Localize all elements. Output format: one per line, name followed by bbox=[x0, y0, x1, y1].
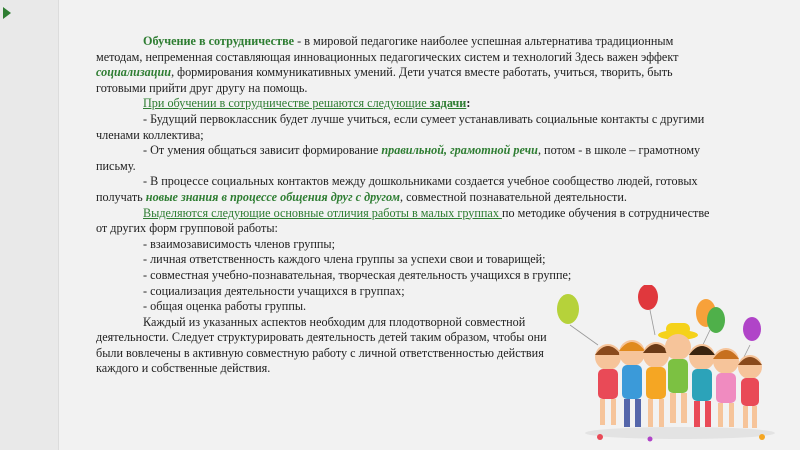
list-item: - общая оценка работы группы. bbox=[143, 299, 307, 314]
intro-term: Обучение в сотрудничестве bbox=[143, 34, 295, 48]
list-item: - социализация деятельности учащихся в группах; bbox=[143, 283, 405, 298]
intro-paragraph: Обучение в сотрудничестве - в мировой педагогике наиболее успешная альтернатива традиционным методам, непременная составляющая инновационных педагогических систем и технологий Здесь важен эффект социализации, формирования коммуникативных умений. Дети учатся вместе работать, учиться, творить, быть готовыми прийти друг другу на помощь. bbox=[96, 34, 679, 95]
slide-edge-strip bbox=[0, 0, 59, 450]
task-item: - В процессе социальных контактов между дошкольниками создается учебное сообщество людей, готовых получать новые знания в процессе общения друг с другом, совместной познавательной деятельности. bbox=[96, 174, 698, 204]
triangle-right-icon[interactable] bbox=[3, 7, 11, 19]
conclusion-paragraph: Каждый из указанных аспектов необходим для плодотворной совместной деятельности. Следует структурировать деятельность детей таким образом, чтобы они были вовлечены в активную совместную работу с личной ответственностью действия каждого и собственные действия. bbox=[96, 314, 547, 376]
socialization-term: социализации bbox=[96, 65, 172, 80]
list-item: - личная ответственность каждого члена группы за успехи свои и товарищей; bbox=[143, 252, 546, 267]
differences-heading: Выделяются следующие основные отличия работы в малых группах по методике обучения в сотрудничестве от других форм групповой работы: bbox=[96, 205, 710, 236]
list-item: - взаимозависимость членов группы; bbox=[143, 236, 335, 251]
tasks-heading: При обучении в сотрудничестве решаются следующие задачи: bbox=[143, 96, 471, 111]
task-item: - От умения общаться зависит формирование правильной, грамотной речи, потом - в школе – грамотному письму. bbox=[96, 143, 701, 173]
task-item: - Будущий первоклассник будет лучше учиться, если сумеет устанавливать социальные контакты с другими членами коллектива; bbox=[96, 111, 705, 142]
list-item: - совместная учебно-познавательная, творческая деятельность учащихся в группе; bbox=[143, 267, 572, 282]
children-illustration bbox=[540, 285, 790, 445]
